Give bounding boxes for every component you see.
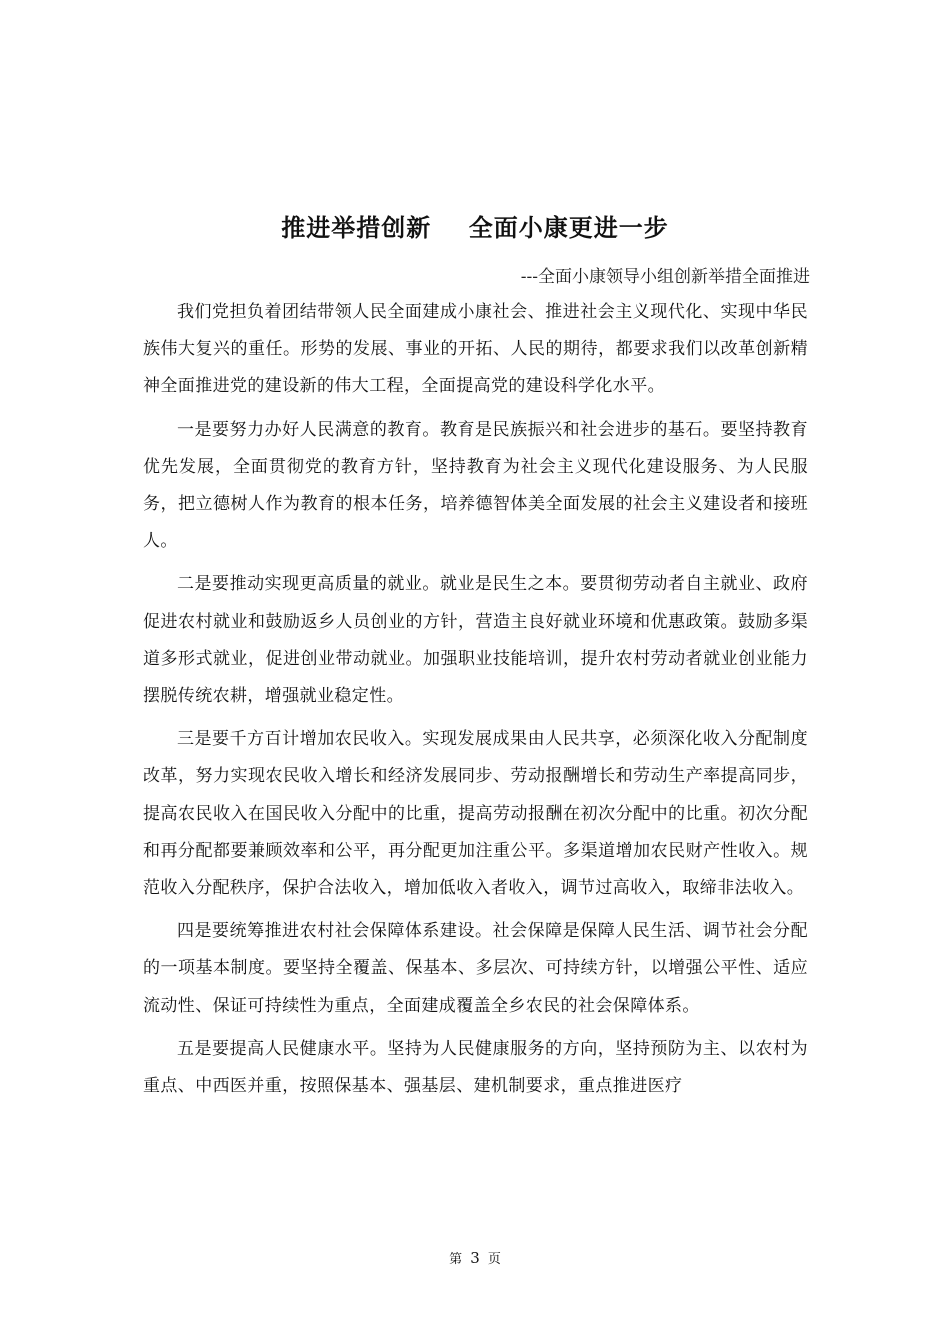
paragraph-intro: 我们党担负着团结带领人民全面建成小康社会、推进社会主义现代化、实现中华民族伟大复兴的重任。形势的发展、事业的开拓、人民的期待，都要求我们以改革创新精神全面推进党的建设新的伟大工程，全面提高党的建设科学化水平。 <box>143 302 808 397</box>
page-number-suffix: 页 <box>487 1252 501 1267</box>
document-body <box>143 294 808 1111</box>
page-number-prefix: 第 <box>449 1252 463 1267</box>
page-subtitle: ---全面小康领导小组创新举措全面推进 <box>520 267 810 287</box>
paragraph-employment: 二是要推动实现更高质量的就业。就业是民生之本。要贯彻劳动者自主就业、政府促进农村就业和鼓励返乡人员创业的方针，营造主良好就业环境和优惠政策。鼓励多渠道多形式就业，促进创业带动就业。加强职业技能培训，提升农村劳动者就业创业能力摆脱传统农耕，增强就业稳定性。 <box>143 574 808 707</box>
paragraph-health: 五是要提高人民健康水平。坚持为人民健康服务的方向，坚持预防为主、以农村为重点、中西医并重，按照保基本、强基层、建机制要求，重点推进医疗 <box>143 1038 808 1097</box>
page-title: 推进举措创新 全面小康更进一步 <box>281 214 669 242</box>
paragraph-income: 三是要千方百计增加农民收入。实现发展成果由人民共享，必须深化收入分配制度改革，努力实现农民收入增长和经济发展同步、劳动报酬增长和劳动生产率提高同步，提高农民收入在国民收入分配中的比重，提高劳动报酬在初次分配中的比重。初次分配和再分配都要兼顾效率和公平，再分配更加注重公平。多渠道增加农民财产性收入。规范收入分配秩序，保护合法收入，增加低收入者收入，调节过高收入，取缔非法收入。 <box>143 729 808 899</box>
paragraph-education: 一是要努力办好人民满意的教育。教育是民族振兴和社会进步的基石。要坚持教育优先发展，全面贯彻党的教育方针，坚持教育为社会主义现代化建设服务、为人民服务，把立德树人作为教育的根本任务，培养德智体美全面发展的社会主义建设者和接班人。 <box>143 419 808 552</box>
page-number: 3 <box>470 1249 480 1267</box>
paragraph-social-security: 四是要统筹推进农村社会保障体系建设。社会保障是保障人民生活、调节社会分配的一项基本制度。要坚持全覆盖、保基本、多层次、可持续方针，以增强公平性、适应流动性、保证可持续性为重点，全面建成覆盖全乡农民的社会保障体系。 <box>143 921 808 1016</box>
page-footer <box>0 1248 950 1267</box>
